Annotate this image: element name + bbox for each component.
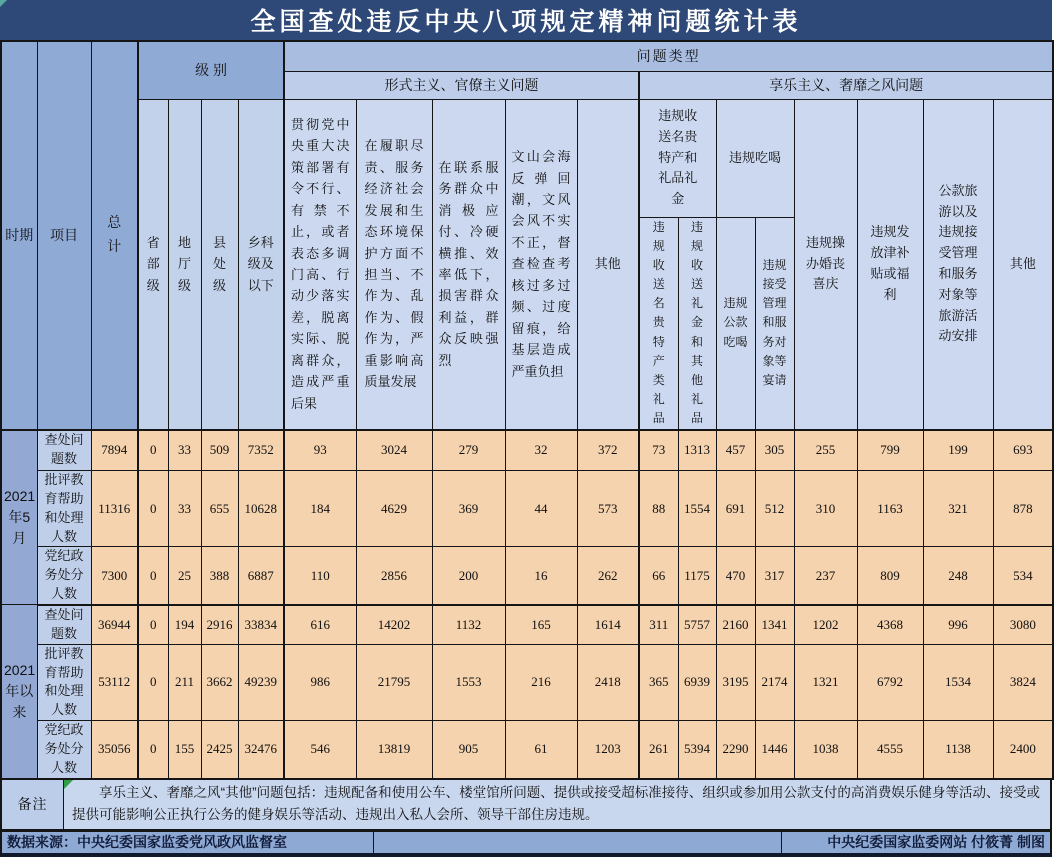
value-cell: 21795: [356, 644, 432, 720]
formalism-col-header: 在履职尽责、服务经济社会发展和生态环境保护方面不担当、不作为、乱作为、假作为，严重影响高质量发展: [356, 99, 432, 430]
value-cell: 509: [201, 430, 238, 471]
value-cell: 33: [168, 430, 201, 471]
formalism-header: 形式主义、官僚主义问题: [284, 71, 639, 99]
table-row: [1, 471, 1053, 547]
note-text-cell: [64, 780, 1050, 829]
value-cell: 110: [284, 547, 356, 605]
value-cell: 16: [505, 547, 577, 605]
eat-group-header: 违规吃喝: [716, 99, 794, 217]
value-cell: 0: [138, 471, 168, 547]
value-cell: 184: [284, 471, 356, 547]
value-cell: 372: [577, 430, 639, 471]
formalism-col-header: 文山会海反弹回潮，文风会风不实不正，督查检查考核过多过频、过度留痕，给基层造成严重负担: [505, 99, 577, 430]
item-label-cell: 批评教育帮助和处理人数: [37, 644, 91, 720]
value-cell: 7894: [91, 430, 138, 471]
value-cell: 7352: [238, 430, 284, 471]
value-cell: 1321: [794, 644, 857, 720]
level-col-header: 乡科级及以下: [238, 99, 284, 430]
level-col-header: 县处级: [201, 99, 238, 430]
value-cell: 255: [794, 430, 857, 471]
value-cell: 155: [168, 721, 201, 779]
footer-credit: 中央纪委国家监委网站 付筱菁 制图: [827, 834, 1045, 851]
value-cell: 36944: [91, 605, 138, 644]
item-label-cell: 批评教育帮助和处理人数: [37, 471, 91, 547]
page-title: 全国查处违反中央八项规定精神问题统计表: [250, 8, 802, 36]
value-cell: 11316: [91, 471, 138, 547]
corner-marker-icon: [0, 0, 7, 7]
value-cell: 0: [138, 721, 168, 779]
value-cell: 2425: [201, 721, 238, 779]
value-cell: 1038: [794, 721, 857, 779]
value-cell: 1132: [432, 605, 505, 644]
item-label-cell: 查处问题数: [37, 430, 91, 471]
value-cell: 996: [923, 605, 993, 644]
value-cell: 4368: [857, 605, 923, 644]
value-cell: 878: [993, 471, 1053, 547]
value-cell: 10628: [238, 471, 284, 547]
value-cell: 1163: [857, 471, 923, 547]
value-cell: 3662: [201, 644, 238, 720]
title-bar: [0, 0, 1052, 40]
hedonism-col-header: 违规操办婚丧喜庆: [794, 99, 857, 430]
value-cell: 61: [505, 721, 577, 779]
value-cell: 279: [432, 430, 505, 471]
value-cell: 457: [716, 430, 755, 471]
value-cell: 44: [505, 471, 577, 547]
value-cell: 1614: [577, 605, 639, 644]
value-cell: 165: [505, 605, 577, 644]
hedonism-col-header: 公款旅游以及违规接受管理和服务对象等旅游活动安排: [923, 99, 993, 430]
formalism-col-header: 在联系服务群众中消极应付、冷硬横推、效率低下，损害群众利益，群众反映强烈: [432, 99, 505, 430]
value-cell: 211: [168, 644, 201, 720]
value-cell: 2856: [356, 547, 432, 605]
value-cell: 2418: [577, 644, 639, 720]
note-label: 备注: [2, 780, 64, 829]
value-cell: 470: [716, 547, 755, 605]
table-row: [1, 644, 1053, 720]
value-cell: 1553: [432, 644, 505, 720]
value-cell: 1534: [923, 644, 993, 720]
value-cell: 93: [284, 430, 356, 471]
level-col-header: 地厅级: [168, 99, 201, 430]
value-cell: 905: [432, 721, 505, 779]
total-header: 总计: [91, 41, 138, 430]
value-cell: 1341: [755, 605, 794, 644]
value-cell: 33834: [238, 605, 284, 644]
value-cell: 365: [639, 644, 678, 720]
value-cell: 88: [639, 471, 678, 547]
value-cell: 0: [138, 644, 168, 720]
value-cell: 35056: [91, 721, 138, 779]
table-body: [1, 430, 1053, 779]
value-cell: 534: [993, 547, 1053, 605]
value-cell: 573: [577, 471, 639, 547]
problem-type-header: 问题类型: [284, 41, 1053, 71]
eat-col-header: 违规公款吃喝: [716, 217, 755, 430]
eat-col-header: 违规接受管理和服务对象等宴请: [755, 217, 794, 430]
value-cell: 3195: [716, 644, 755, 720]
value-cell: 369: [432, 471, 505, 547]
table-row: [1, 605, 1053, 644]
level-col-header: 省部级: [138, 99, 168, 430]
value-cell: 3824: [993, 644, 1053, 720]
value-cell: 248: [923, 547, 993, 605]
note-row: [0, 780, 1052, 831]
value-cell: 13819: [356, 721, 432, 779]
hedonism-header: 享乐主义、奢靡之风问题: [639, 71, 1053, 99]
value-cell: 2916: [201, 605, 238, 644]
item-header: 项目: [37, 41, 91, 430]
value-cell: 7300: [91, 547, 138, 605]
value-cell: 0: [138, 430, 168, 471]
value-cell: 305: [755, 430, 794, 471]
item-label-cell: 党纪政务处分人数: [37, 721, 91, 779]
hedonism-col-header: 违规发放津补贴或福利: [857, 99, 923, 430]
gift-col-header: 违规收送礼金和其他礼品: [678, 217, 716, 430]
value-cell: 200: [432, 547, 505, 605]
value-cell: 691: [716, 471, 755, 547]
value-cell: 66: [639, 547, 678, 605]
value-cell: 261: [639, 721, 678, 779]
value-cell: 809: [857, 547, 923, 605]
period-cell: 2021年以来: [1, 605, 37, 779]
value-cell: 237: [794, 547, 857, 605]
value-cell: 321: [923, 471, 993, 547]
value-cell: 655: [201, 471, 238, 547]
value-cell: 310: [794, 471, 857, 547]
formalism-col-header: 其他: [577, 99, 639, 430]
value-cell: 216: [505, 644, 577, 720]
table-row: [1, 721, 1053, 779]
value-cell: 986: [284, 644, 356, 720]
value-cell: 2290: [716, 721, 755, 779]
value-cell: 6887: [238, 547, 284, 605]
value-cell: 14202: [356, 605, 432, 644]
value-cell: 5757: [678, 605, 716, 644]
comment-marker-icon: [64, 780, 73, 789]
value-cell: 2174: [755, 644, 794, 720]
value-cell: 546: [284, 721, 356, 779]
note-text: 享乐主义、奢靡之风“其他”问题包括：违规配备和使用公车、楼堂馆所问题、提供或接受超标准接待、组织或参加用公款支付的高消费娱乐健身等活动、接受或提供可能影响公正执行公务的健身娱乐等活动、违规出入私人会所、领导干部住房违规。: [72, 785, 1040, 823]
value-cell: 25: [168, 547, 201, 605]
level-header: 级 别: [138, 41, 284, 99]
value-cell: 2400: [993, 721, 1053, 779]
value-cell: 616: [284, 605, 356, 644]
value-cell: 53112: [91, 644, 138, 720]
value-cell: 4629: [356, 471, 432, 547]
value-cell: 0: [138, 605, 168, 644]
table-row: [1, 547, 1053, 605]
item-label-cell: 查处问题数: [37, 605, 91, 644]
value-cell: 49239: [238, 644, 284, 720]
period-header: 时期: [1, 41, 37, 430]
value-cell: 194: [168, 605, 201, 644]
value-cell: 32: [505, 430, 577, 471]
value-cell: 1138: [923, 721, 993, 779]
value-cell: 1203: [577, 721, 639, 779]
value-cell: 0: [138, 547, 168, 605]
value-cell: 311: [639, 605, 678, 644]
value-cell: 6939: [678, 644, 716, 720]
value-cell: 73: [639, 430, 678, 471]
hedonism-col-header: 其他: [993, 99, 1053, 430]
formalism-col-header: 贯彻党中央重大决策部署有令不行、有禁不止，或者表态多调门高、行动少落实差，脱离实际、脱离群众，造成严重后果: [284, 99, 356, 430]
gift-col-header: 违规收送名贵特产类礼品: [639, 217, 678, 430]
value-cell: 388: [201, 547, 238, 605]
table-row: [1, 430, 1053, 471]
value-cell: 512: [755, 471, 794, 547]
value-cell: 2160: [716, 605, 755, 644]
value-cell: 1446: [755, 721, 794, 779]
value-cell: 1175: [678, 547, 716, 605]
value-cell: 1554: [678, 471, 716, 547]
value-cell: 32476: [238, 721, 284, 779]
value-cell: 3080: [993, 605, 1053, 644]
value-cell: 693: [993, 430, 1053, 471]
value-cell: 3024: [356, 430, 432, 471]
footer-source: 数据来源：中央纪委国家监委党风政风监督室: [2, 832, 374, 853]
period-cell: 2021年5月: [1, 430, 37, 605]
item-label-cell: 党纪政务处分人数: [37, 547, 91, 605]
stats-table: [0, 40, 1054, 780]
value-cell: 799: [857, 430, 923, 471]
value-cell: 33: [168, 471, 201, 547]
value-cell: 1313: [678, 430, 716, 471]
value-cell: 5394: [678, 721, 716, 779]
gift-group-header: 违规收送名贵特产和礼品礼金: [639, 99, 716, 217]
footer-spacer: [374, 832, 782, 853]
footer-bar: [0, 831, 1052, 857]
value-cell: 4555: [857, 721, 923, 779]
value-cell: 1202: [794, 605, 857, 644]
value-cell: 199: [923, 430, 993, 471]
value-cell: 6792: [857, 644, 923, 720]
value-cell: 317: [755, 547, 794, 605]
value-cell: 262: [577, 547, 639, 605]
